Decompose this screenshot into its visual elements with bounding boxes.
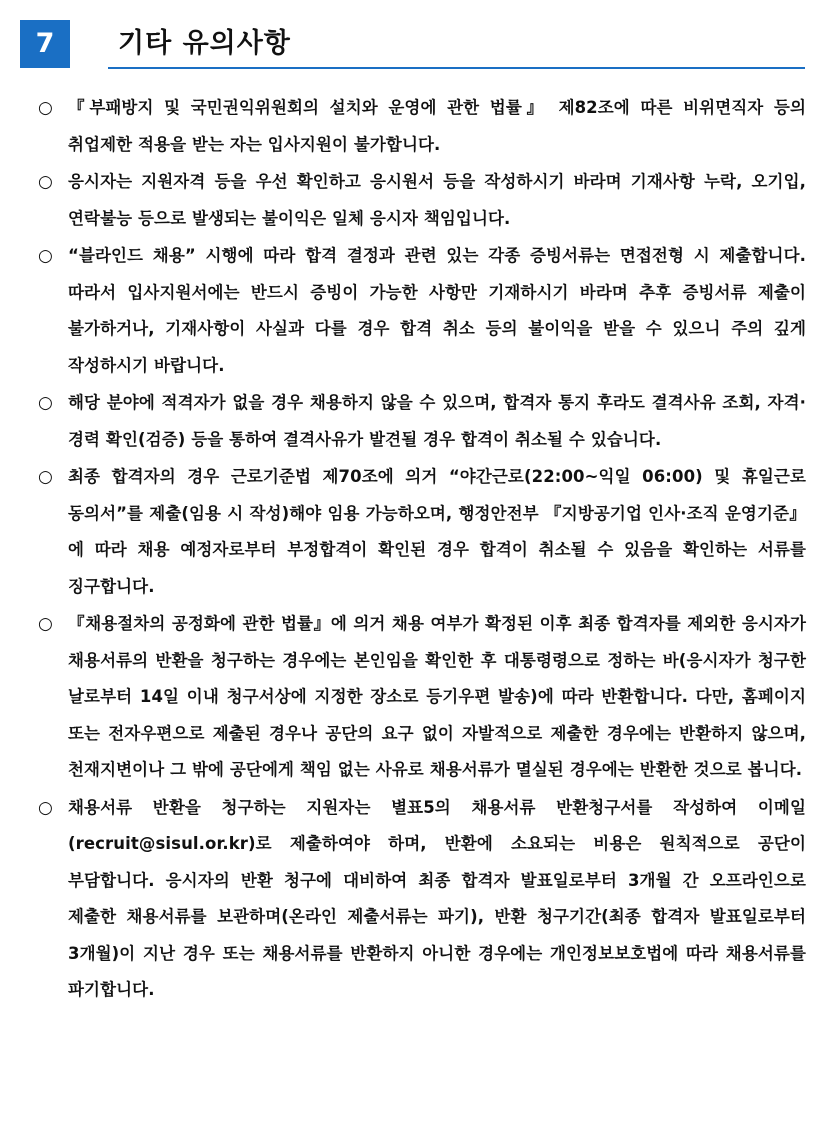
circle-bullet-icon: ○ — [38, 98, 53, 118]
list-item — [38, 459, 806, 605]
list-item — [38, 238, 806, 384]
circle-bullet-icon: ○ — [38, 172, 53, 192]
circle-bullet-icon: ○ — [38, 393, 53, 413]
list-item-text: 해당 분야에 적격자가 없을 경우 채용하지 않을 수 있으며, 합격자 통지 후라도 결격사유 조회, 자격·경력 확인(검증) 등을 통하여 결격사유가 발견될 경우 합격이 취소될 수 있습니다. — [68, 393, 806, 449]
list-item-text: 채용서류 반환을 청구하는 지원자는 별표5의 채용서류 반환청구서를 작성하여 이메일(recruit@sisul.or.kr)로 제출하여야 하며, 반환에 소요되는 비용은 원칙적으로 공단이 부담합니다. 응시자의 반환 청구에 대비하여 최종 합격자 발표일로부터 3개월 간 오프라인으로 제출한 채용서류를 보관하며(온라인 제출서류는 파기), 반환 청구기간(최종 합격자 발표일로부터 3개월)이 지난 경우 또는 채용서류를 반환하지 아니한 경우에는 개인정보보호법에 따라 채용서류를 파기합니다. — [68, 797, 806, 999]
list-item — [38, 164, 806, 237]
list-item — [38, 790, 806, 1009]
section-number-badge: 7 — [20, 20, 70, 68]
list-item-text: 『부패방지 및 국민권익위원회의 설치와 운영에 관한 법률』 제82조에 따른 비위면직자 등의 취업제한 적용을 받는 자는 입사지원이 불가합니다. — [68, 98, 806, 154]
section-title: 기타 유의사항 — [118, 28, 291, 59]
list-item-text: “블라인드 채용” 시행에 따라 합격 결정과 관련 있는 각종 증빙서류는 면접전형 시 제출합니다. 따라서 입사지원서에는 반드시 증빙이 가능한 사항만 기재하시기 바라며 추후 증빙서류 제출이 불가하거나, 기재사항이 사실과 다를 경우 합격 취소 등의 불이익을 받을 수 있으니 주의 깊게 작성하시기 바랍니다. — [68, 246, 806, 375]
circle-bullet-icon: ○ — [38, 614, 53, 634]
notice-list — [38, 90, 806, 1010]
list-item — [38, 606, 806, 789]
list-item-text: 응시자는 지원자격 등을 우선 확인하고 응시원서 등을 작성하시기 바라며 기재사항 누락, 오기입, 연락불능 등으로 발생되는 불이익은 일체 응시자 책임입니다. — [68, 172, 806, 228]
circle-bullet-icon: ○ — [38, 797, 53, 818]
header-underline — [108, 67, 805, 69]
list-item-text: 『채용절차의 공정화에 관한 법률』에 의거 채용 여부가 확정된 이후 최종 합격자를 제외한 응시자가 채용서류의 반환을 청구하는 경우에는 본인임을 확인한 후 대통령령으로 정하는 바(응시자가 청구한 날로부터 14일 이내 청구서상에 지정한 장소로 등기우편 발송)에 따라 반환합니다. 다만, 홈페이지 또는 전자우편으로 제출된 경우나 공단의 요구 없이 자발적으로 제출한 경우에는 반환하지 않으며, 천재지변이나 그 밖에 공단에게 책임 없는 사유로 채용서류가 멸실된 경우에는 반환한 것으로 봅니다. — [68, 614, 806, 779]
list-item-text: 최종 합격자의 경우 근로기준법 제70조에 의거 “야간근로(22:00~익일 06:00) 및 휴일근로 동의서”를 제출(임용 시 작성)해야 임용 가능하오며, 행정안전부 『지방공기업 인사·조직 운영기준』에 따라 채용 예정자로부터 부정합격이 확인된 경우 합격이 취소될 수 있음을 확인하는 서류를 징구합니다. — [68, 467, 806, 596]
section-header — [20, 20, 806, 70]
circle-bullet-icon: ○ — [38, 467, 53, 487]
list-item — [38, 385, 806, 458]
circle-bullet-icon: ○ — [38, 246, 53, 266]
list-item — [38, 90, 806, 163]
